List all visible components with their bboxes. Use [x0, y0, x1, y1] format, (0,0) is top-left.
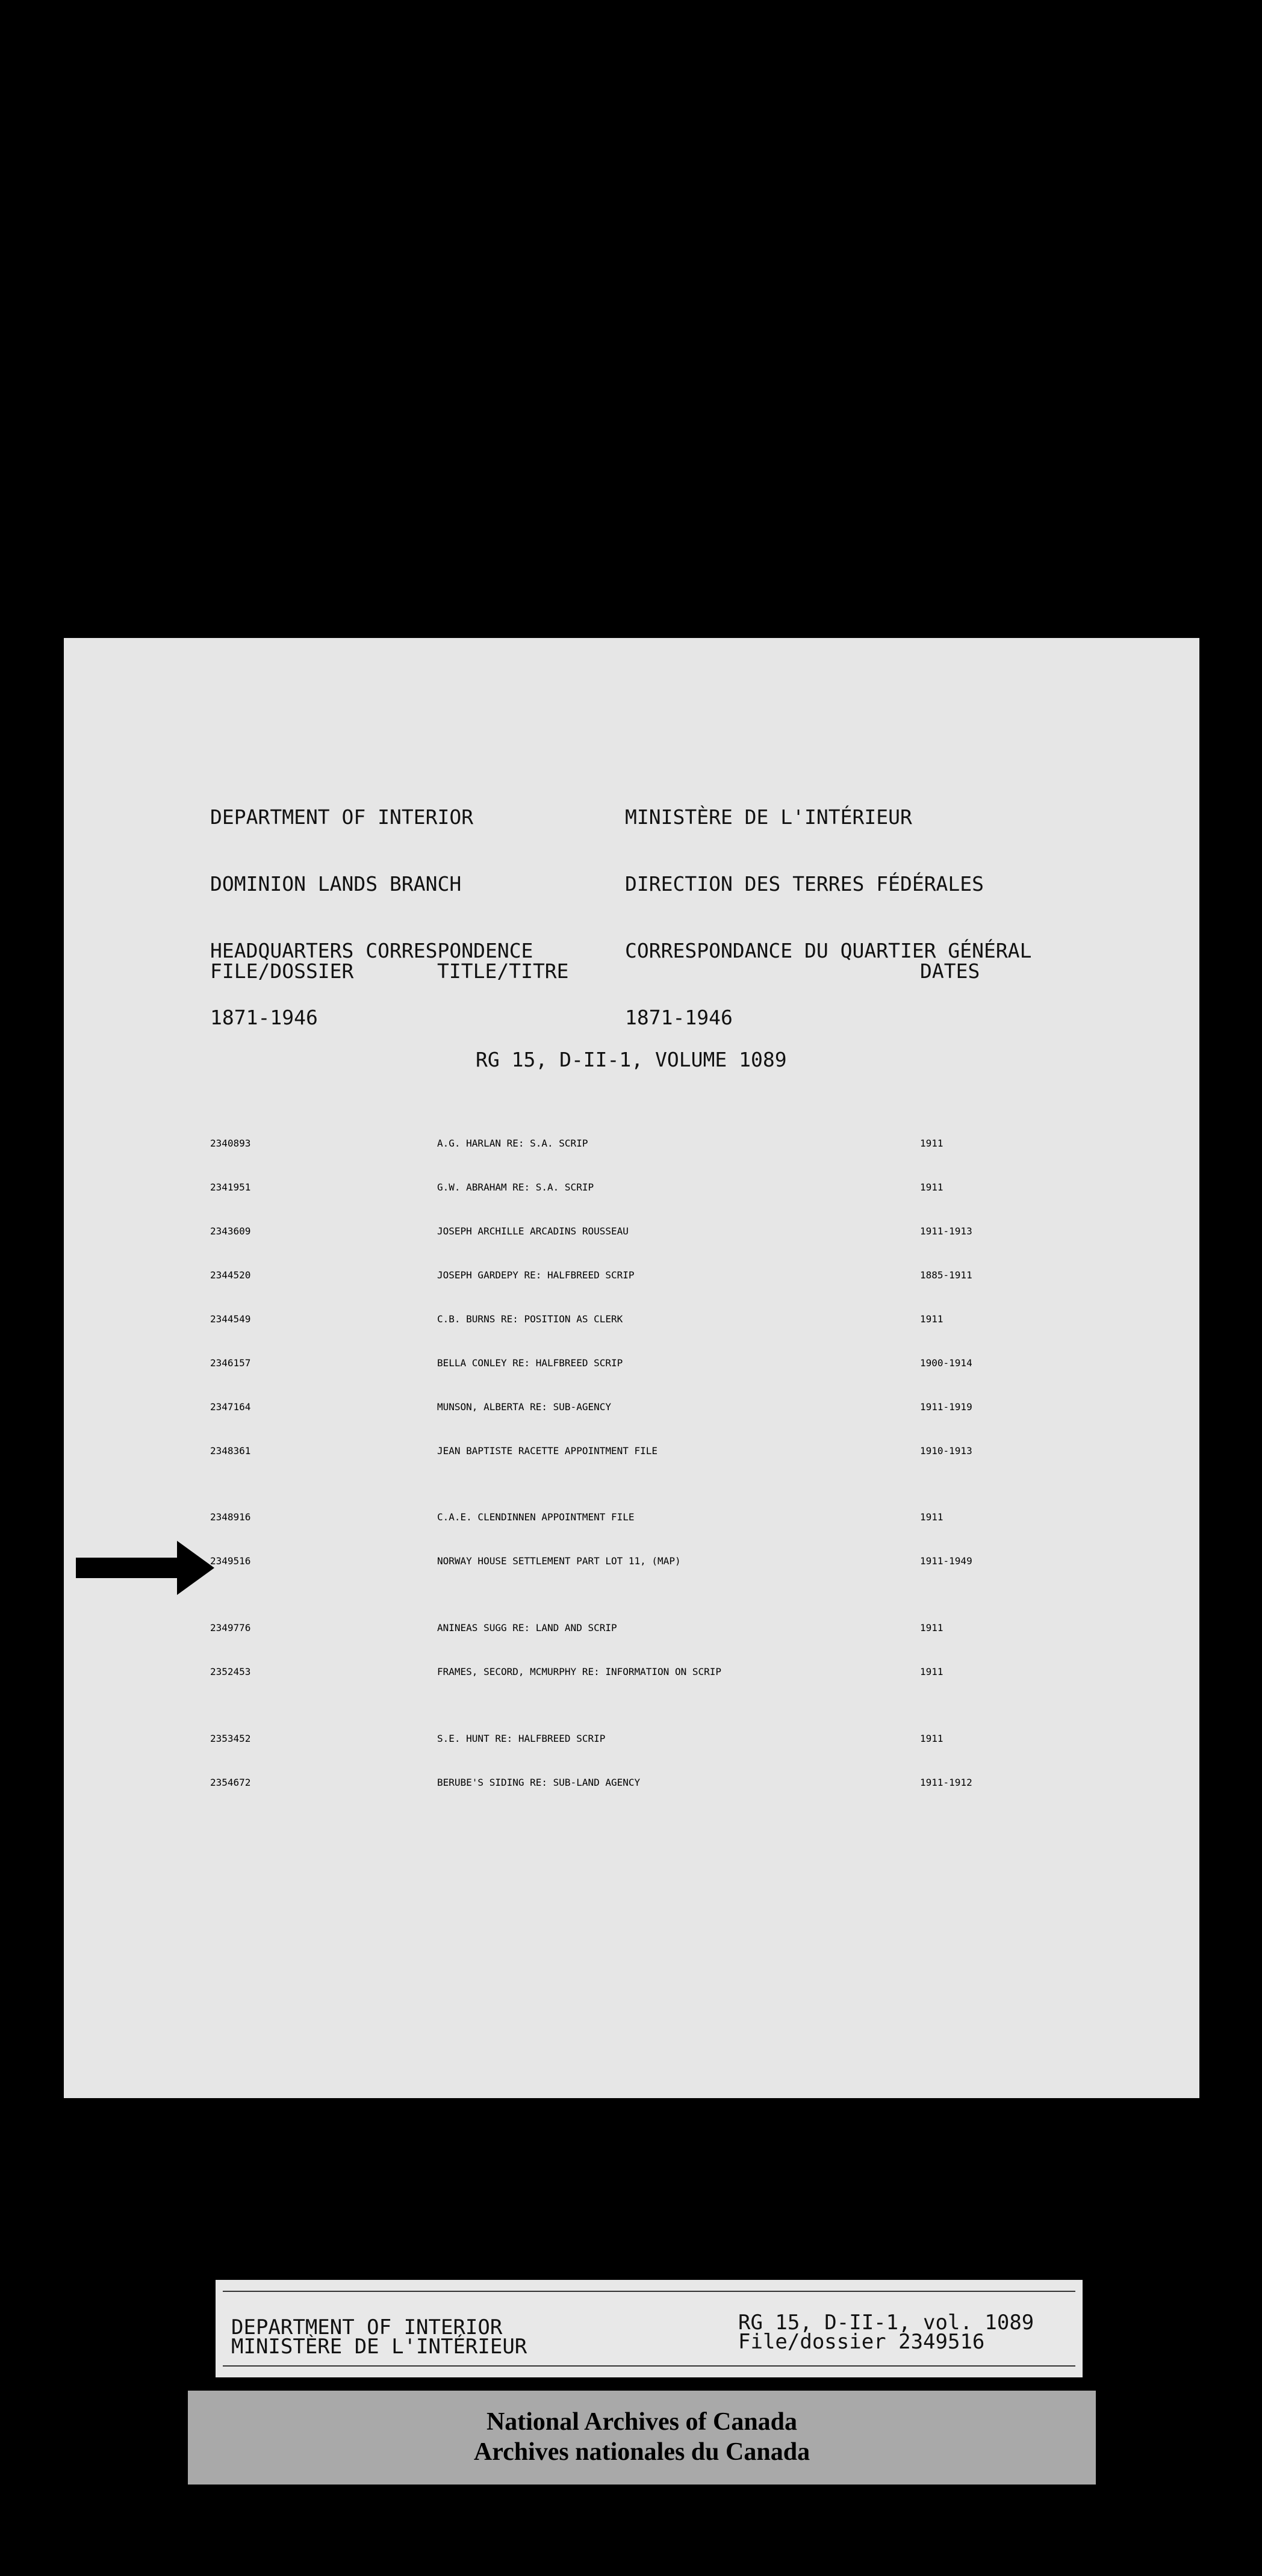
file-title: JOSEPH GARDEPY RE: HALFBREED SCRIP: [437, 1269, 635, 1281]
file-dates: 1911-1912: [920, 1777, 972, 1788]
file-number: 2349516: [210, 1555, 251, 1567]
label-file-number: File/dossier 2349516: [738, 2330, 985, 2354]
file-title: S.E. HUNT RE: HALFBREED SCRIP: [437, 1733, 606, 1744]
column-header-file: FILE/DOSSIER: [210, 959, 354, 983]
file-title: NORWAY HOUSE SETTLEMENT PART LOT 11, (MAP): [437, 1555, 681, 1567]
file-number: 2353452: [210, 1733, 251, 1744]
file-number: 2348361: [210, 1445, 251, 1457]
file-number: 2343609: [210, 1225, 251, 1237]
file-number: 2352453: [210, 1666, 251, 1677]
file-title: ANINEAS SUGG RE: LAND AND SCRIP: [437, 1622, 617, 1633]
header-english-line: 1871-1946: [210, 1006, 318, 1029]
archival-label: [216, 2280, 1083, 2377]
archives-name-fr: Archives nationales du Canada: [473, 2438, 810, 2466]
archives-name-en: National Archives of Canada: [486, 2408, 798, 2436]
file-dates: 1885-1911: [920, 1269, 972, 1281]
header-french: [625, 761, 1032, 1073]
file-number: 2341951: [210, 1181, 251, 1193]
file-dates: 1900-1914: [920, 1357, 972, 1369]
file-dates: 1911: [920, 1622, 943, 1633]
label-department-fr: MINISTÈRE DE L'INTÉRIEUR: [231, 2335, 527, 2359]
file-number: 2348916: [210, 1511, 251, 1523]
header-english: [210, 761, 533, 1073]
label-reference: RG 15, D-II-1, vol. 1089: [738, 2311, 1034, 2335]
file-number: 2347164: [210, 1401, 251, 1413]
file-dates: 1911: [920, 1181, 943, 1193]
file-title: C.B. BURNS RE: POSITION AS CLERK: [437, 1313, 623, 1325]
file-title: G.W. ABRAHAM RE: S.A. SCRIP: [437, 1181, 594, 1193]
header-english-line: DEPARTMENT OF INTERIOR: [210, 805, 474, 829]
file-dates: 1911: [920, 1313, 943, 1325]
file-number: 2344549: [210, 1313, 251, 1325]
file-number: 2344520: [210, 1269, 251, 1281]
header-french-line: MINISTÈRE DE L'INTÉRIEUR: [625, 805, 912, 829]
label-department-en: DEPARTMENT OF INTERIOR: [231, 2315, 503, 2339]
file-title: A.G. HARLAN RE: S.A. SCRIP: [437, 1138, 588, 1149]
header-english-line: DOMINION LANDS BRANCH: [210, 872, 462, 896]
file-title: BELLA CONLEY RE: HALFBREED SCRIP: [437, 1357, 623, 1369]
file-title: JEAN BAPTISTE RACETTE APPOINTMENT FILE: [437, 1445, 658, 1457]
file-dates: 1911: [920, 1666, 943, 1677]
file-title: BERUBE'S SIDING RE: SUB-LAND AGENCY: [437, 1777, 641, 1788]
file-title: C.A.E. CLENDINNEN APPOINTMENT FILE: [437, 1511, 635, 1523]
right-arrow-icon: [76, 1541, 226, 1595]
file-number: 2340893: [210, 1138, 251, 1149]
file-dates: 1911-1949: [920, 1555, 972, 1567]
file-dates: 1911-1913: [920, 1225, 972, 1237]
document-page: [64, 638, 1199, 2098]
file-title: JOSEPH ARCHILLE ARCADINS ROUSSEAU: [437, 1225, 629, 1237]
file-number: 2346157: [210, 1357, 251, 1369]
file-dates: 1911-1919: [920, 1401, 972, 1413]
header-french-line: CORRESPONDANCE DU QUARTIER GÉNÉRAL: [625, 939, 1032, 962]
column-header-title: TITLE/TITRE: [437, 959, 569, 983]
file-title: MUNSON, ALBERTA RE: SUB-AGENCY: [437, 1401, 611, 1413]
header-english-line: HEADQUARTERS CORRESPONDENCE: [210, 939, 533, 962]
file-title: FRAMES, SECORD, MCMURPHY RE: INFORMATION ON SCRIP: [437, 1666, 722, 1677]
header-french-line: 1871-1946: [625, 1006, 733, 1029]
file-dates: 1911: [920, 1511, 943, 1523]
column-header-dates: DATES: [920, 959, 980, 983]
file-dates: 1911: [920, 1138, 943, 1149]
volume-heading: RG 15, D-II-1, VOLUME 1089: [476, 1048, 787, 1071]
file-dates: 1911: [920, 1733, 943, 1744]
file-number: 2354672: [210, 1777, 251, 1788]
file-number: 2349776: [210, 1622, 251, 1633]
file-dates: 1910-1913: [920, 1445, 972, 1457]
national-archives-banner: [188, 2391, 1096, 2485]
header-french-line: DIRECTION DES TERRES FÉDÉRALES: [625, 872, 984, 896]
